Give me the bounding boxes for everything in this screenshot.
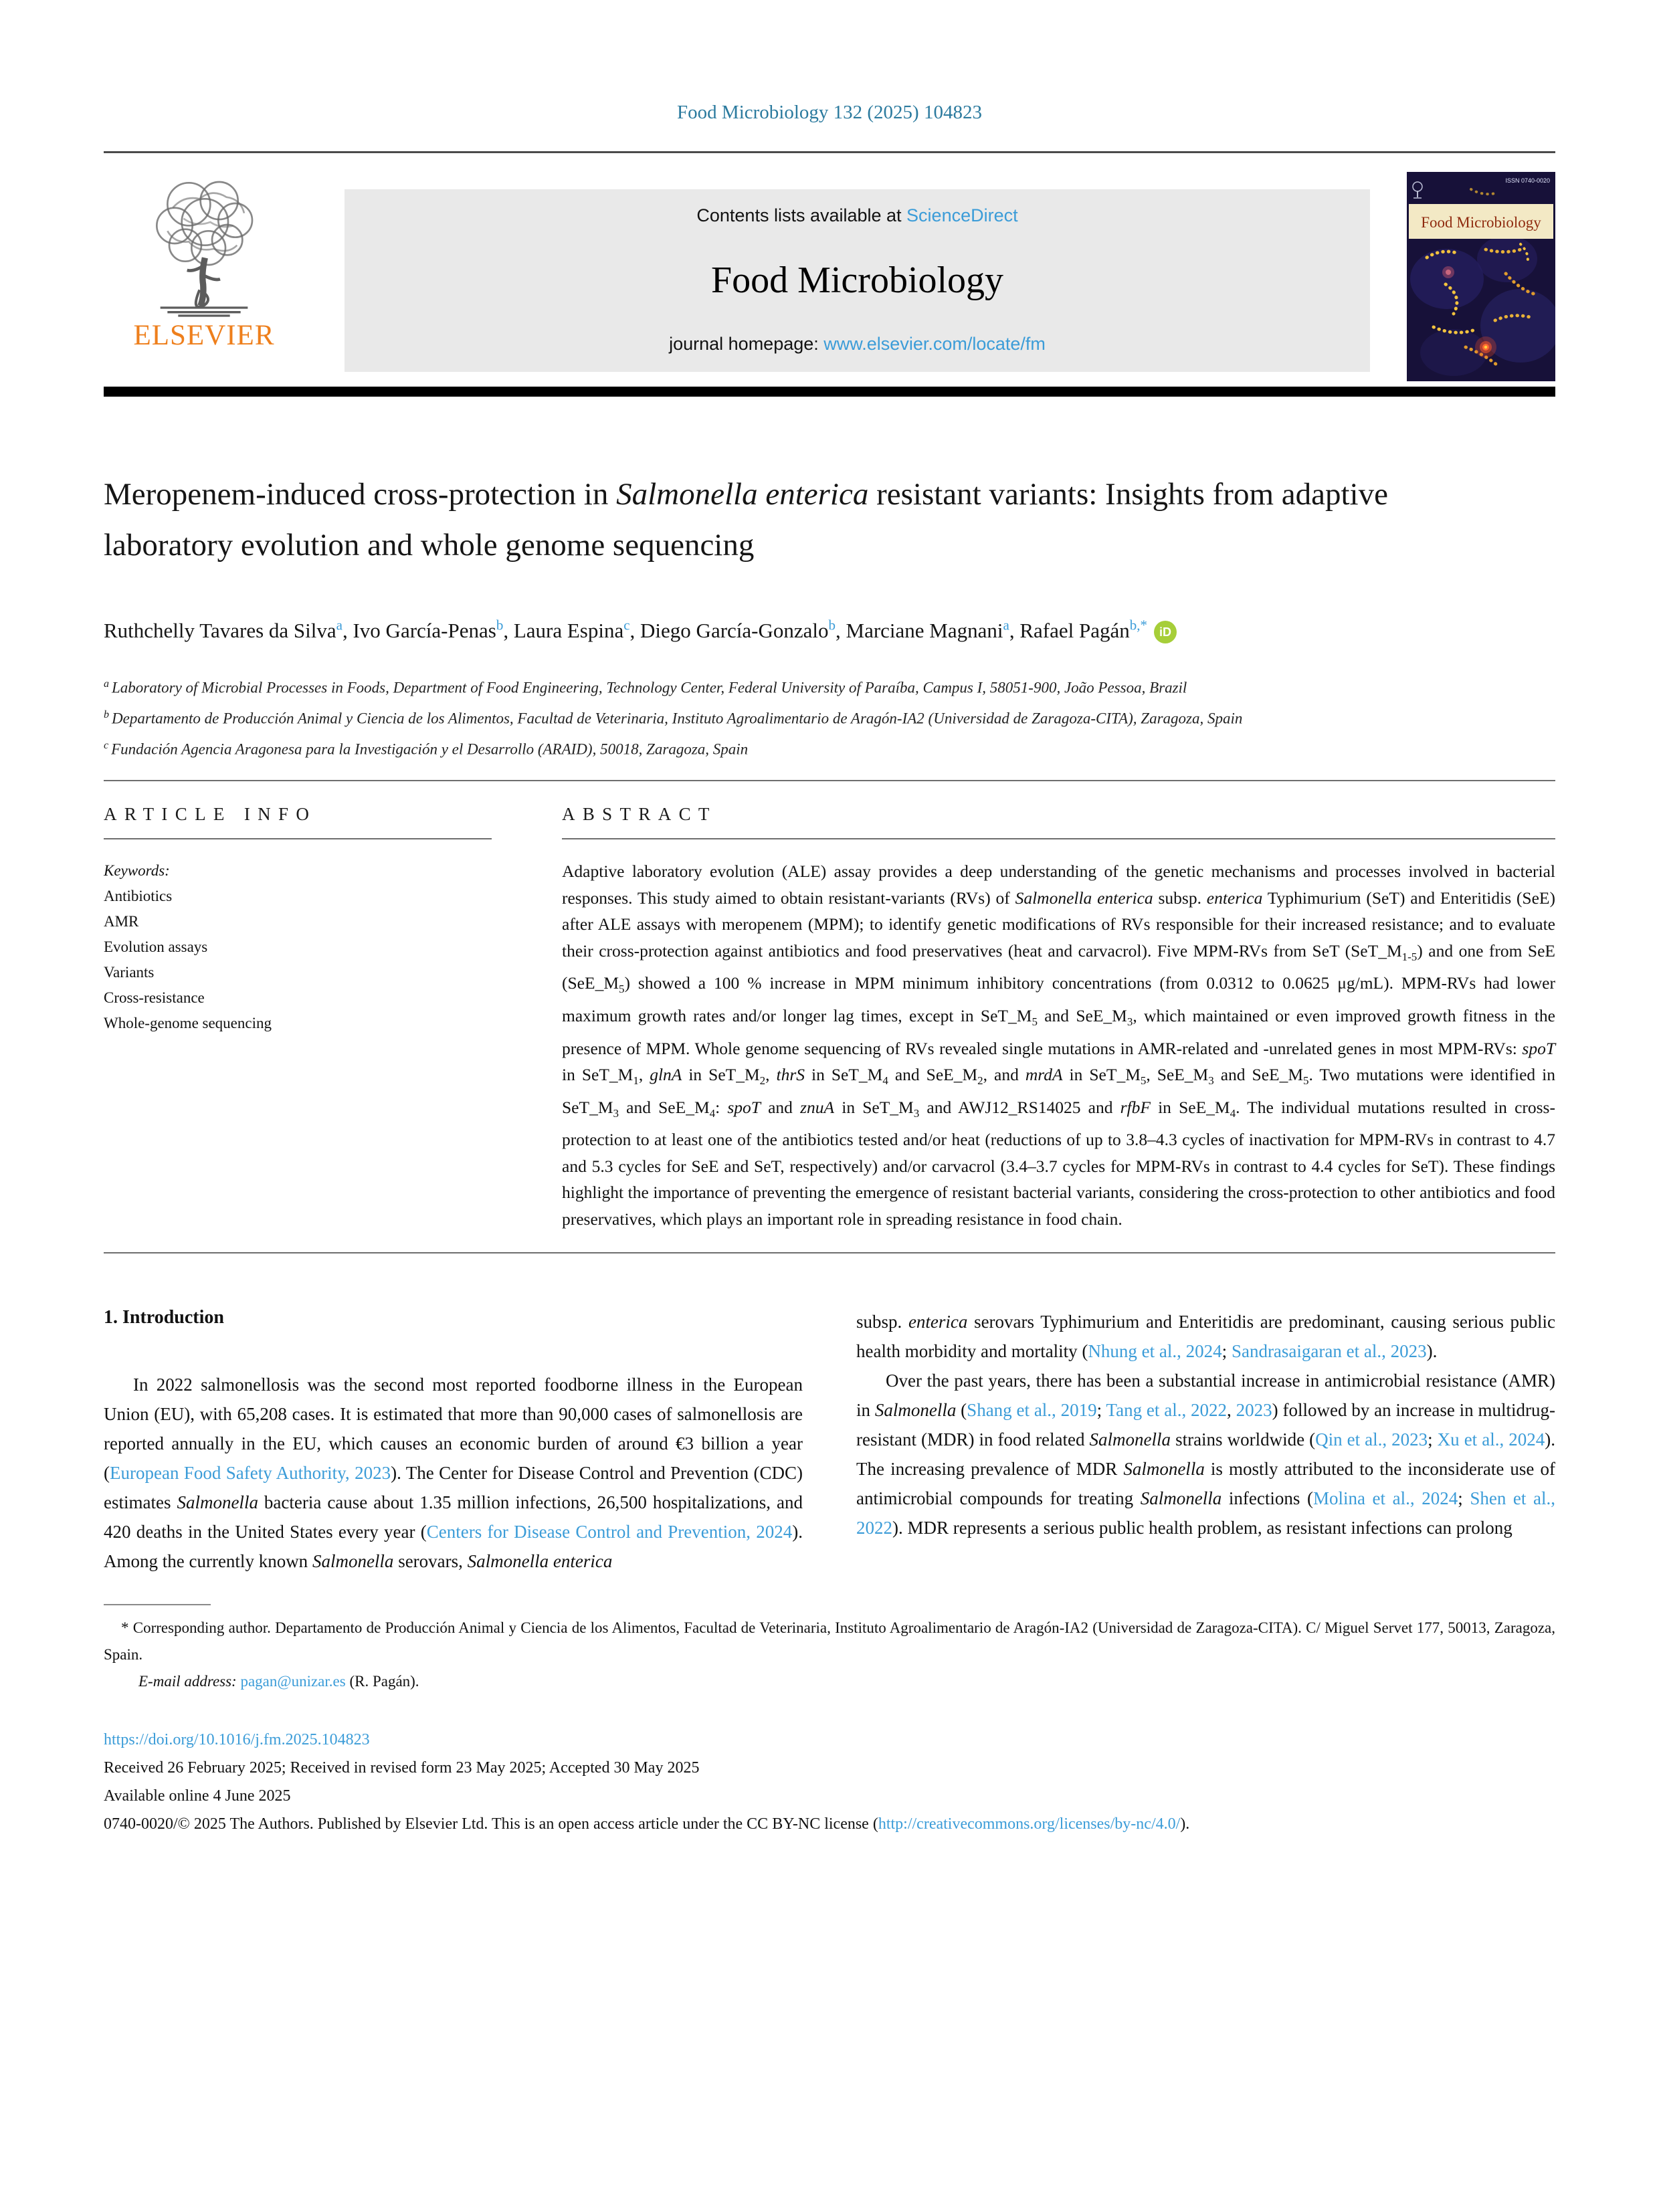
cover-title: Food Microbiology	[1421, 214, 1541, 231]
elsevier-tree-icon	[137, 172, 271, 318]
contents-line	[351, 205, 1363, 226]
sciencedirect-link[interactable]: ScienceDirect	[906, 205, 1018, 225]
info-abstract-section	[104, 804, 1555, 1232]
affiliation-marker: c	[104, 739, 109, 751]
email-line: E-mail address: pagan@unizar.es (R. Pagán).	[138, 1673, 419, 1690]
journal-banner	[345, 189, 1370, 372]
introduction-section	[104, 1307, 1555, 1576]
affiliations	[104, 671, 1555, 763]
journal-name: Food Microbiology	[710, 259, 1004, 301]
affiliation-text: Departamento de Producción Animal y Ciencia de los Alimentos, Facultad de Veterinaria, Instituto Agroalimentario de Aragón-IA2 (Universidad de Zaragoza-CITA), Zaragoza, Spain	[112, 710, 1243, 727]
contents-prefix: Contents lists available at	[696, 205, 907, 225]
elsevier-logo[interactable]	[104, 172, 304, 383]
section-heading-introduction: 1. Introduction	[104, 1307, 224, 1328]
intro-column-right	[856, 1307, 1555, 1576]
journal-reference: Food Microbiology 132 (2025) 104823	[677, 102, 982, 123]
homepage-link[interactable]: www.elsevier.com/locate/fm	[823, 334, 1046, 354]
homepage-prefix: journal homepage:	[669, 334, 824, 354]
divider	[104, 780, 1555, 781]
doi-link[interactable]: https://doi.org/10.1016/j.fm.2025.104823	[104, 1731, 370, 1749]
intro-paragraph: In 2022 salmonellosis was the second most reported foodborne illness in the European Union (EU), with 65,208 cases. It is estimated that more than 90,000 cases of salmonellosis are reported annually in the EU, which causes an economic burden of around €3 billion a year (European Food Safety Authority, 2023). The Center for Disease Control and Prevention (CDC) estimates Salmonella bacteria cause about 1.35 million infections, 26,500 hospitalizations, and 420 deaths in the United States every year (Centers for Disease Control and Prevention, 2024). Among the currently known Salmonella serovars, Salmonella enterica	[104, 1375, 803, 1572]
masthead	[104, 172, 1555, 383]
keyword: Whole-genome sequencing	[104, 1015, 272, 1032]
keywords-label: Keywords:	[104, 862, 170, 880]
keyword: Cross-resistance	[104, 989, 205, 1007]
elsevier-wordmark: ELSEVIER	[133, 320, 275, 351]
affiliation-marker: b	[104, 708, 109, 720]
abstract-text: Adaptive laboratory evolution (ALE) assay provides a deep understanding of the genetic mechanisms and processes involved in bacterial responses. This study aimed to obtain resistant-variants (RVs) of Salmonella enterica subsp. enterica Typhimurium (SeT) and Enteritidis (SeE) after ALE assays with meropenem (MPM); to identify genetic modifications of RVs responsible for their increased resistance; and to evaluate their cross-protection against antibiotics and food preservatives (heat and carvacrol). Five MPM-RVs from SeT $(SeT\_M_{1-5})$ and one from SeE $(SeE\_M_5)$ showed a 100 % increase in MPM minimum inhibitory concentrations (from 0.0312 to 0.0625 μg/mL). MPM-RVs had lower maximum growth rates and/or longer lag times, except in $SeT\_M_5$ and $SeE\_M_3$, which maintained or even improved growth fitness in the presence of MPM. Whole genome sequencing of RVs revealed single mutations in AMR-related and -unrelated genes in most MPM-RVs: spoT in $SeT\_M_1$, glnA in $SeT\_M_2$, thrS in $SeT\_M_4$ and $SeE\_M_2$, and mrdA in $SeT\_M_5$, $SeE\_M_3$ and $SeE\_M_5$. Two mutations were identified in $SeT\_M_3$ and $SeE\_M_4$: spoT and znuA in $SeT\_M_3$ and AWJ12_RS14025 and rfbF in $SeE\_M_4$. The individual mutations resulted in cross-protection to at least one of the antibiotics tested and/or heat (reductions of up to 3.8–4.3 cycles of inactivation for MPM-RVs in contrast to 4.7 and 5.3 cycles for SeE and SeT, respectively) and/or carvacrol (3.4–3.7 cycles for MPM-RVs in contrast to 4.4 cycles for SeT). These findings highlight the importance of preventing the emergence of resistant bacterial variants, considering the cross-protection to other antibiotics and food preservatives, which plays an important role in spreading resistance in food chain.	[562, 862, 1556, 1229]
cover-issn: ISSN 0740-0020	[1505, 177, 1550, 184]
divider	[562, 838, 1555, 839]
article-title: Meropenem-induced cross-protection in Salmonella enterica resistant variants: Insights from adaptive laboratory evolution and whole genome sequencing	[104, 477, 1388, 563]
affiliation-text: Fundación Agencia Aragonesa para la Investigación y el Desarrollo (ARAID), 50018, Zaragoza, Spain	[111, 740, 749, 758]
affiliation-item	[104, 732, 1555, 763]
author-names[interactable]: Ruthchelly Tavares da Silva$^a$, Ivo García-Penas$^b$, Laura Espina$^c$, Diego García-Gonzalo$^b$, Marciane Magnani$^a$, Rafael Pagán$^{b,*}$	[104, 617, 1147, 643]
orcid-icon[interactable]: iD	[1154, 621, 1177, 643]
copyright-license-line: 0740-0020/© 2025 The Authors. Published by Elsevier Ltd. This is an open access article under the CC BY-NC license (http://creativecommons.org/licenses/by-nc/4.0/).	[104, 1815, 1190, 1833]
corresponding-author-note: * Corresponding author. Departamento de Producción Animal y Ciencia de los Alimentos, Facultad de Veterinaria, Instituto Agroalimentario de Aragón-IA2 (Universidad de Zaragoza-CITA). C/ Miguel Servet 177, 50013, Zaragoza, Spain.	[104, 1619, 1555, 1664]
homepage-line	[351, 334, 1363, 355]
footnote-divider	[104, 1604, 211, 1605]
article-info-heading: ARTICLE INFO	[104, 804, 317, 825]
abstract-column	[562, 804, 1555, 1232]
keyword: Evolution assays	[104, 938, 208, 956]
author-list	[104, 608, 1428, 648]
affiliation-text: Laboratory of Microbial Processes in Foods, Department of Food Engineering, Technology Center, Federal University of Paraíba, Campus I, 58051-900, João Pessoa, Brazil	[112, 679, 1187, 696]
keyword: Variants	[104, 964, 155, 981]
journal-cover-thumbnail[interactable]	[1407, 172, 1555, 381]
article-info-column	[104, 804, 492, 1232]
intro-column-left	[104, 1307, 803, 1576]
affiliation-marker: a	[104, 678, 109, 690]
available-online: Available online 4 June 2025	[104, 1787, 291, 1805]
intro-paragraph: Over the past years, there has been a substantial increase in antimicrobial resistance (AMR) in Salmonella (Shang et al., 2019; Tang et al., 2022, 2023) followed by an increase in multidrug-resistant (MDR) in food related Salmonella strains worldwide (Qin et al., 2023; Xu et al., 2024). The increasing prevalence of MDR Salmonella is mostly attributed to the inconsiderate use of antimicrobial compounds for treating Salmonella infections (Molina et al., 2024; Shen et al., 2022). MDR represents a serious public health problem, as resistant infections can prolong	[856, 1371, 1555, 1538]
divider	[104, 838, 492, 839]
masthead-black-bar	[104, 387, 1555, 397]
divider	[104, 151, 1555, 153]
publication-info	[104, 1726, 1555, 1838]
affiliation-item	[104, 702, 1555, 732]
divider	[104, 1252, 1555, 1253]
intro-paragraph: subsp. enterica serovars Typhimurium and Enteritidis are predominant, causing serious public health morbidity and mortality (Nhung et al., 2024; Sandrasaigaran et al., 2023).	[856, 1312, 1556, 1362]
affiliation-item	[104, 671, 1555, 702]
received-dates: Received 26 February 2025; Received in revised form 23 May 2025; Accepted 30 May 2025	[104, 1759, 700, 1777]
keyword: Antibiotics	[104, 888, 173, 905]
footnote-section	[104, 1604, 1555, 1695]
keyword: AMR	[104, 913, 139, 930]
abstract-heading: ABSTRACT	[562, 804, 717, 825]
